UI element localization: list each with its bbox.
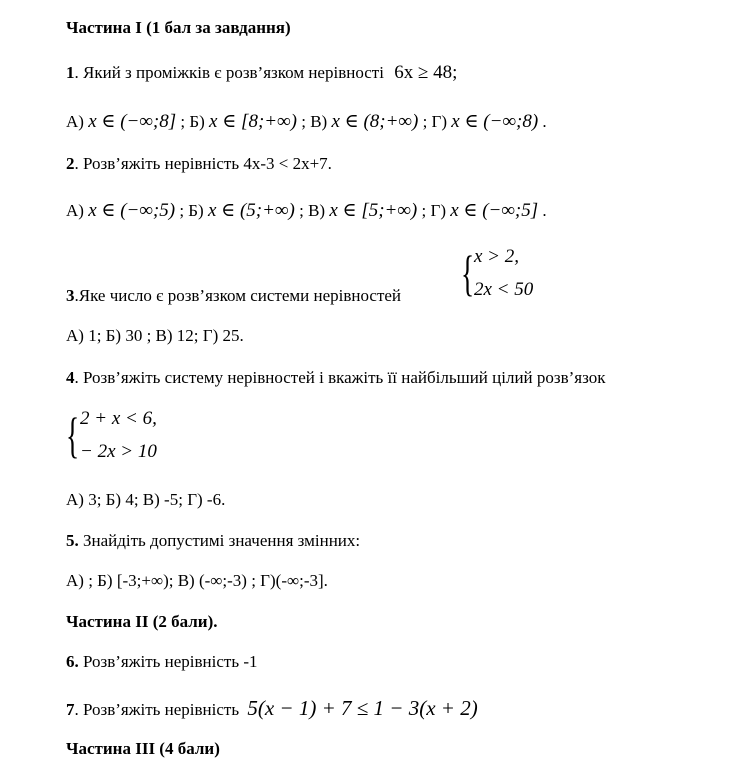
q4-system-line-1: 2 + x < 6, bbox=[80, 408, 157, 429]
q2-option-c: x ∈ [5;+∞) bbox=[329, 200, 418, 221]
q2-option-d-sep: . bbox=[542, 201, 547, 220]
q1-option-d-sep: . bbox=[542, 112, 547, 131]
q1-expression: 6x ≥ 48; bbox=[394, 62, 458, 83]
q1-option-c: x ∈ (8;+∞) bbox=[331, 111, 419, 132]
q2-option-c-label: В) bbox=[308, 201, 326, 220]
q5-text: Знайдіть допустимі значення змінних: bbox=[78, 531, 361, 550]
q3-number: 3 bbox=[66, 286, 75, 305]
q1-option-a: x ∈ (−∞;8] bbox=[88, 111, 177, 132]
q1-option-d-label: Г) bbox=[431, 112, 448, 131]
q6-question bbox=[66, 651, 258, 673]
q1-option-d: x ∈ (−∞;8) bbox=[451, 111, 539, 132]
q2-number: 2 bbox=[66, 154, 75, 173]
q7-number: 7 bbox=[66, 700, 75, 719]
q1-option-c-label: В) bbox=[310, 112, 328, 131]
q1-number: 1 bbox=[66, 63, 75, 82]
q7-question bbox=[66, 697, 478, 721]
q4-options: А) 3; Б) 4; В) -5; Г) -6. bbox=[66, 490, 226, 509]
q2-option-b-label: Б) bbox=[188, 201, 204, 220]
q1-text: . Який з проміжків є розв’язком нерівності bbox=[74, 63, 384, 82]
q1-option-a-label: А) bbox=[66, 112, 84, 131]
part3-heading: Частина ІІІ (4 бали) bbox=[66, 739, 220, 758]
part1-heading: Частина І (1 бал за завдання) bbox=[66, 18, 291, 37]
q1-option-b: x ∈ [8;+∞) bbox=[209, 111, 297, 132]
q1-option-b-sep: ; bbox=[301, 112, 306, 131]
q4-system-line-2: − 2x > 10 bbox=[80, 441, 157, 462]
q2-options bbox=[66, 200, 547, 222]
q1-question bbox=[66, 62, 457, 84]
q2-option-a-sep: ; bbox=[179, 201, 185, 220]
q4-system-brace: { bbox=[66, 407, 80, 463]
q6-number: 6. bbox=[66, 652, 79, 671]
q5-number: 5. bbox=[66, 531, 79, 550]
q2-option-c-sep: ; bbox=[421, 201, 427, 220]
q1-option-a-sep: ; bbox=[180, 112, 186, 131]
q2-option-b: x ∈ (5;+∞) bbox=[207, 200, 295, 221]
q2-option-b-sep: ; bbox=[299, 201, 304, 220]
q3-system-line-1: x > 2, bbox=[474, 246, 520, 267]
q2-option-d: x ∈ (−∞;5] bbox=[450, 200, 539, 221]
q6-text: Розв’яжіть нерівність -1 bbox=[78, 652, 258, 671]
q2-option-d-label: Г) bbox=[430, 201, 446, 220]
q2-question bbox=[66, 153, 332, 175]
q1-option-c-sep: ; bbox=[422, 112, 428, 131]
q7-expression: 5(x − 1) + 7 ≤ 1 − 3(x + 2) bbox=[247, 696, 478, 720]
q3-system-brace: { bbox=[461, 245, 475, 301]
q1-options bbox=[66, 111, 547, 133]
q4-text: . Розв’яжіть систему нерівностей і вкажіть її найбільший цілий розв’язок bbox=[74, 368, 606, 387]
q7-text: . Розв’яжіть нерівність bbox=[74, 700, 240, 719]
q4-number: 4 bbox=[66, 368, 75, 387]
q4-question bbox=[66, 367, 605, 389]
q5-options: А) ; Б) [-3;+∞); В) (-∞;-3) ; Г)(-∞;-3]. bbox=[66, 571, 328, 590]
q2-text: . Розв’яжіть нерівність 4х-3 < 2х+7. bbox=[74, 154, 332, 173]
q3-question bbox=[66, 285, 401, 307]
q1-option-b-label: Б) bbox=[189, 112, 205, 131]
q3-system-line-2: 2x < 50 bbox=[474, 279, 534, 300]
q3-options: А) 1; Б) 30 ; В) 12; Г) 25. bbox=[66, 326, 244, 345]
q2-option-a: x ∈ (−∞;5) bbox=[88, 200, 176, 221]
q5-question bbox=[66, 530, 360, 552]
q2-option-a-label: А) bbox=[66, 201, 84, 220]
part2-heading: Частина ІІ (2 бали). bbox=[66, 612, 218, 631]
q3-text: .Яке число є розв’язком системи нерівностей bbox=[74, 286, 402, 305]
